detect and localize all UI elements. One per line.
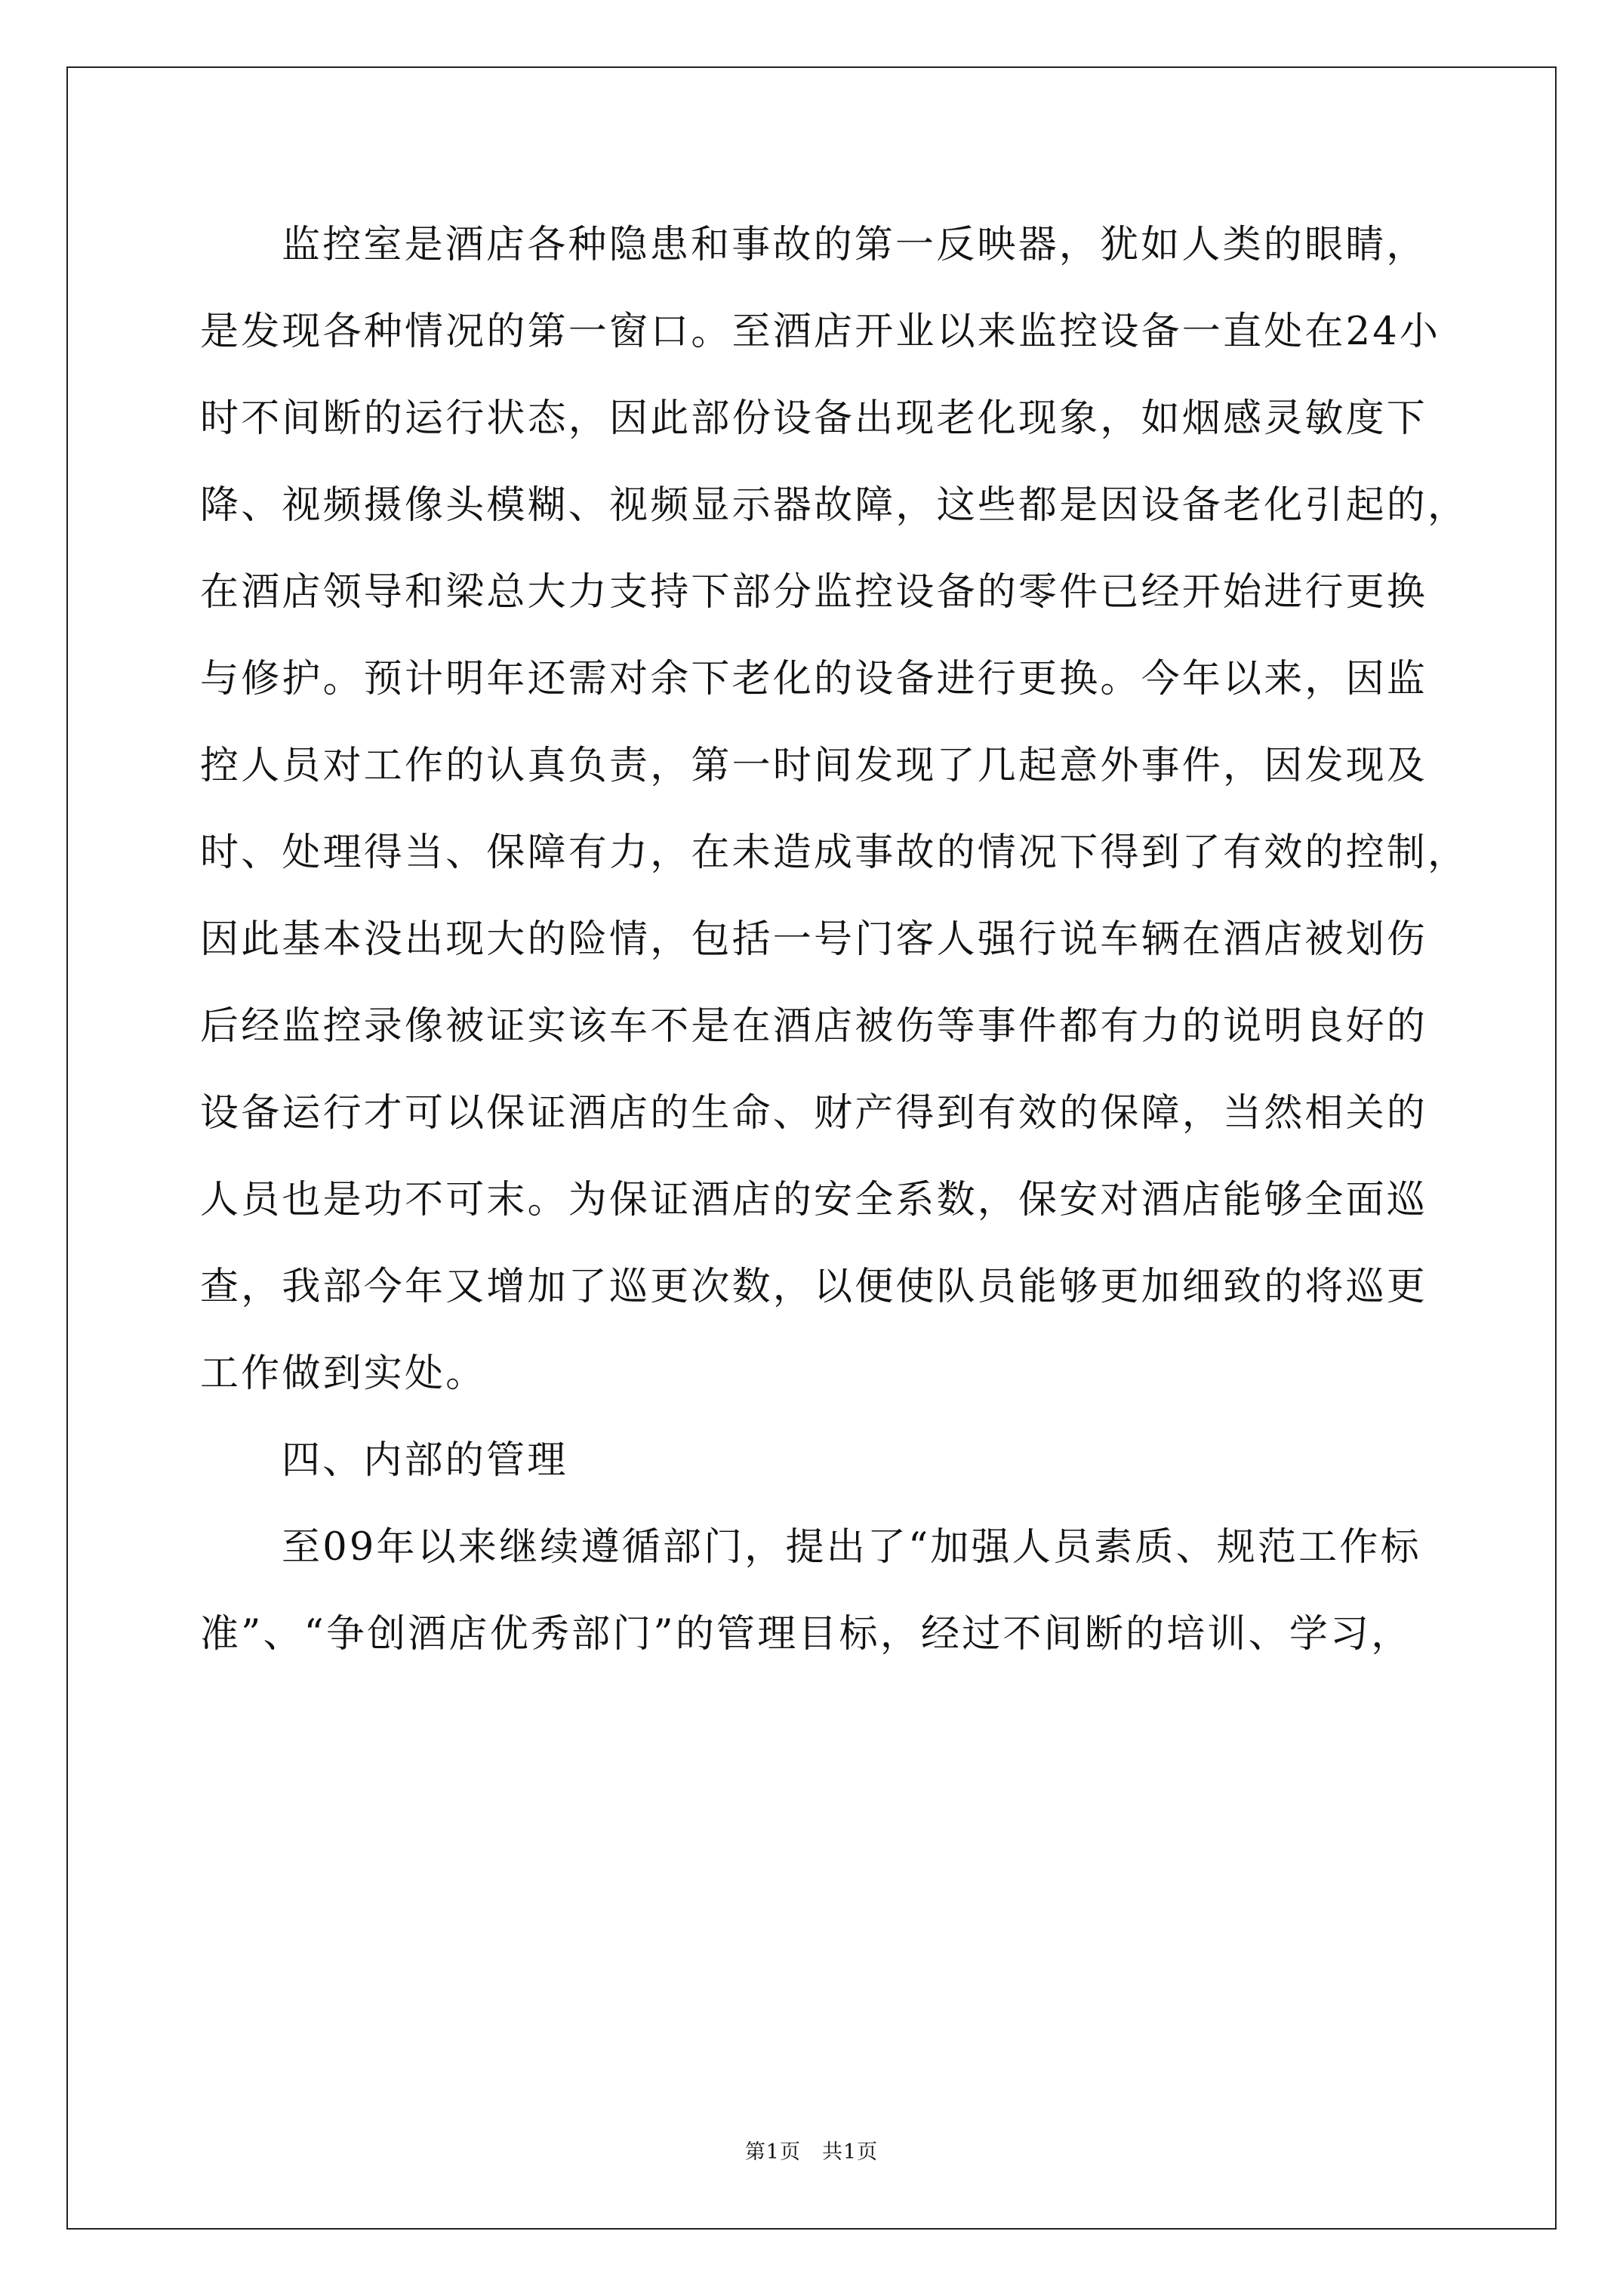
paragraph-line: 监控室是酒店各种隐患和事故的第一反映器，犹如人类的眼睛，: [282, 223, 1427, 267]
paragraph-line: 设备运行才可以保证酒店的生命、财产得到有效的保障，当然相关的: [200, 1091, 1428, 1136]
page-number-footer: 第1页 共1页: [744, 2140, 879, 2164]
paragraph-line: 时、处理得当、保障有力，在未造成事故的情况下得到了有效的控制，: [200, 831, 1469, 875]
section-heading: 四、内部的管理: [282, 1438, 568, 1483]
paragraph-line: 后经监控录像被证实该车不是在酒店被伤等事件都有力的说明良好的: [200, 1004, 1428, 1049]
paragraph-line: 查，我部今年又增加了巡更次数，以便使队员能够更加细致的将巡更: [200, 1265, 1428, 1309]
document-body: [200, 223, 1469, 1699]
paragraph-line: 时不间断的运行状态，因此部份设备出现老化现象，如烟感灵敏度下: [200, 396, 1428, 441]
paragraph-line: 与修护。预计明年还需对余下老化的设备进行更换。今年以来，因监: [200, 657, 1428, 701]
paragraph-line: 至09年以来继续遵循部门，提出了“加强人员素质、规范工作标: [282, 1525, 1421, 1570]
paragraph-line: 降、视频摄像头模糊、视频显示器故障，这些都是因设备老化引起的，: [200, 483, 1469, 528]
paragraph-line: 控人员对工作的认真负责，第一时间发现了几起意外事件，因发现及: [200, 744, 1428, 788]
paragraph-line: 人员也是功不可末。为保证酒店的安全系数，保安对酒店能够全面巡: [200, 1178, 1428, 1222]
paragraph-line: 是发现各种情况的第一窗口。至酒店开业以来监控设备一直处在24小: [200, 310, 1441, 354]
paragraph-line: 工作做到实处。: [200, 1351, 487, 1396]
paragraph-line: 在酒店领导和梁总大力支持下部分监控设备的零件已经开始进行更换: [200, 570, 1428, 615]
paragraph-line: 准”、“争创酒店优秀部门”的管理目标，经过不间断的培训、学习，: [200, 1612, 1412, 1657]
paragraph-line: 因此基本没出现大的险情，包括一号门客人强行说车辆在酒店被划伤: [200, 917, 1428, 962]
